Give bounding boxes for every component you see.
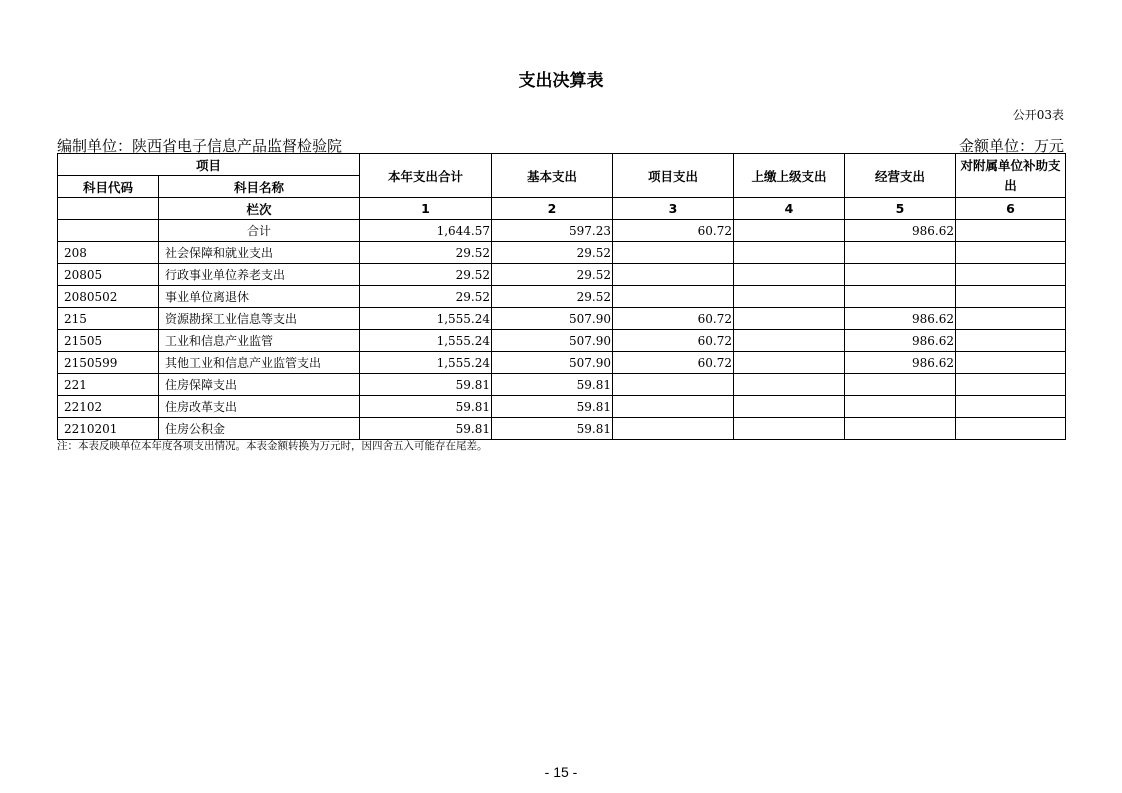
cell-project	[613, 286, 734, 308]
cell-code: 2150599	[58, 352, 159, 374]
page-number: - 15 -	[544, 764, 578, 780]
header-row-1	[58, 154, 1066, 176]
cell-name: 工业和信息产业监管	[159, 330, 360, 352]
cell-total: 59.81	[360, 396, 492, 418]
cell-total: 1,555.24	[360, 352, 492, 374]
cell-remit	[734, 308, 845, 330]
table-row	[58, 352, 1066, 374]
header-col-total: 本年支出合计	[360, 154, 492, 198]
header-name: 科目名称	[159, 176, 360, 198]
seq-number: 5	[845, 198, 956, 220]
cell-name: 其他工业和信息产业监管支出	[159, 352, 360, 374]
table-row	[58, 242, 1066, 264]
cell-project	[613, 418, 734, 440]
cell-remit	[734, 330, 845, 352]
table-footnote: 注：本表反映单位本年度各项支出情况。本表金额转换为万元时，因四舍五入可能存在尾差。	[57, 440, 488, 452]
cell-operating: 986.62	[845, 220, 956, 242]
table-row	[58, 330, 1066, 352]
seq-row	[58, 198, 1066, 220]
cell-operating	[845, 396, 956, 418]
cell-subsidy	[956, 264, 1066, 286]
cell-remit	[734, 286, 845, 308]
table-row	[58, 286, 1066, 308]
seq-number: 1	[360, 198, 492, 220]
cell-operating	[845, 242, 956, 264]
cell-name: 社会保障和就业支出	[159, 242, 360, 264]
cell-subsidy	[956, 396, 1066, 418]
form-number: 公开03表	[1012, 108, 1064, 122]
seq-number: 4	[734, 198, 845, 220]
cell-basic: 597.23	[492, 220, 613, 242]
cell-total: 29.52	[360, 286, 492, 308]
cell-project: 60.72	[613, 352, 734, 374]
cell-project: 60.72	[613, 330, 734, 352]
cell-basic: 507.90	[492, 352, 613, 374]
cell-project	[613, 264, 734, 286]
seq-number: 3	[613, 198, 734, 220]
header-col-basic: 基本支出	[492, 154, 613, 198]
cell-code: 22102	[58, 396, 159, 418]
cell-total: 1,555.24	[360, 330, 492, 352]
cell-subsidy	[956, 308, 1066, 330]
table-row	[58, 396, 1066, 418]
cell-basic: 507.90	[492, 308, 613, 330]
header-col-subsidy: 对附属单位补助支出	[956, 154, 1066, 198]
cell-code: 215	[58, 308, 159, 330]
header-col-operating: 经营支出	[845, 154, 956, 198]
compiling-unit: 编制单位：陕西省电子信息产品监督检验院	[57, 137, 343, 155]
cell-subsidy	[956, 286, 1066, 308]
cell-name: 住房改革支出	[159, 396, 360, 418]
cell-project	[613, 242, 734, 264]
cell-operating	[845, 418, 956, 440]
cell-name: 行政事业单位养老支出	[159, 264, 360, 286]
table-row	[58, 374, 1066, 396]
seq-empty-cell	[58, 198, 159, 220]
cell-code	[58, 220, 159, 242]
amount-unit: 金额单位：万元	[958, 137, 1064, 155]
cell-total: 1,555.24	[360, 308, 492, 330]
table-row	[58, 418, 1066, 440]
cell-subsidy	[956, 242, 1066, 264]
cell-basic: 29.52	[492, 286, 613, 308]
cell-basic: 59.81	[492, 396, 613, 418]
cell-total: 1,644.57	[360, 220, 492, 242]
cell-remit	[734, 418, 845, 440]
cell-name: 合计	[159, 220, 360, 242]
page-title: 支出决算表	[518, 71, 604, 91]
cell-basic: 59.81	[492, 374, 613, 396]
seq-label: 栏次	[159, 198, 360, 220]
header-code: 科目代码	[58, 176, 159, 198]
seq-number: 6	[956, 198, 1066, 220]
cell-remit	[734, 220, 845, 242]
cell-basic: 507.90	[492, 330, 613, 352]
cell-subsidy	[956, 374, 1066, 396]
cell-project	[613, 374, 734, 396]
cell-operating	[845, 264, 956, 286]
cell-code: 20805	[58, 264, 159, 286]
cell-total: 29.52	[360, 242, 492, 264]
cell-remit	[734, 264, 845, 286]
cell-total: 59.81	[360, 418, 492, 440]
cell-code: 221	[58, 374, 159, 396]
cell-code: 21505	[58, 330, 159, 352]
header-col-remit: 上缴上级支出	[734, 154, 845, 198]
cell-name: 资源勘探工业信息等支出	[159, 308, 360, 330]
cell-code: 208	[58, 242, 159, 264]
cell-operating	[845, 374, 956, 396]
table-row	[58, 308, 1066, 330]
cell-subsidy	[956, 418, 1066, 440]
cell-basic: 29.52	[492, 242, 613, 264]
cell-total: 29.52	[360, 264, 492, 286]
cell-total: 59.81	[360, 374, 492, 396]
header-project: 项目	[58, 154, 360, 176]
cell-name: 住房保障支出	[159, 374, 360, 396]
header-col-project: 项目支出	[613, 154, 734, 198]
cell-operating: 986.62	[845, 352, 956, 374]
seq-number: 2	[492, 198, 613, 220]
cell-name: 事业单位离退休	[159, 286, 360, 308]
cell-basic: 59.81	[492, 418, 613, 440]
cell-code: 2080502	[58, 286, 159, 308]
cell-subsidy	[956, 220, 1066, 242]
cell-operating: 986.62	[845, 308, 956, 330]
cell-subsidy	[956, 352, 1066, 374]
table-row	[58, 264, 1066, 286]
cell-name: 住房公积金	[159, 418, 360, 440]
table-row-total	[58, 220, 1066, 242]
cell-operating: 986.62	[845, 330, 956, 352]
cell-project: 60.72	[613, 220, 734, 242]
cell-operating	[845, 286, 956, 308]
cell-subsidy	[956, 330, 1066, 352]
cell-remit	[734, 242, 845, 264]
cell-remit	[734, 352, 845, 374]
cell-remit	[734, 396, 845, 418]
expenditure-table	[57, 153, 1066, 440]
cell-basic: 29.52	[492, 264, 613, 286]
cell-project	[613, 396, 734, 418]
cell-code: 2210201	[58, 418, 159, 440]
cell-project: 60.72	[613, 308, 734, 330]
cell-remit	[734, 374, 845, 396]
